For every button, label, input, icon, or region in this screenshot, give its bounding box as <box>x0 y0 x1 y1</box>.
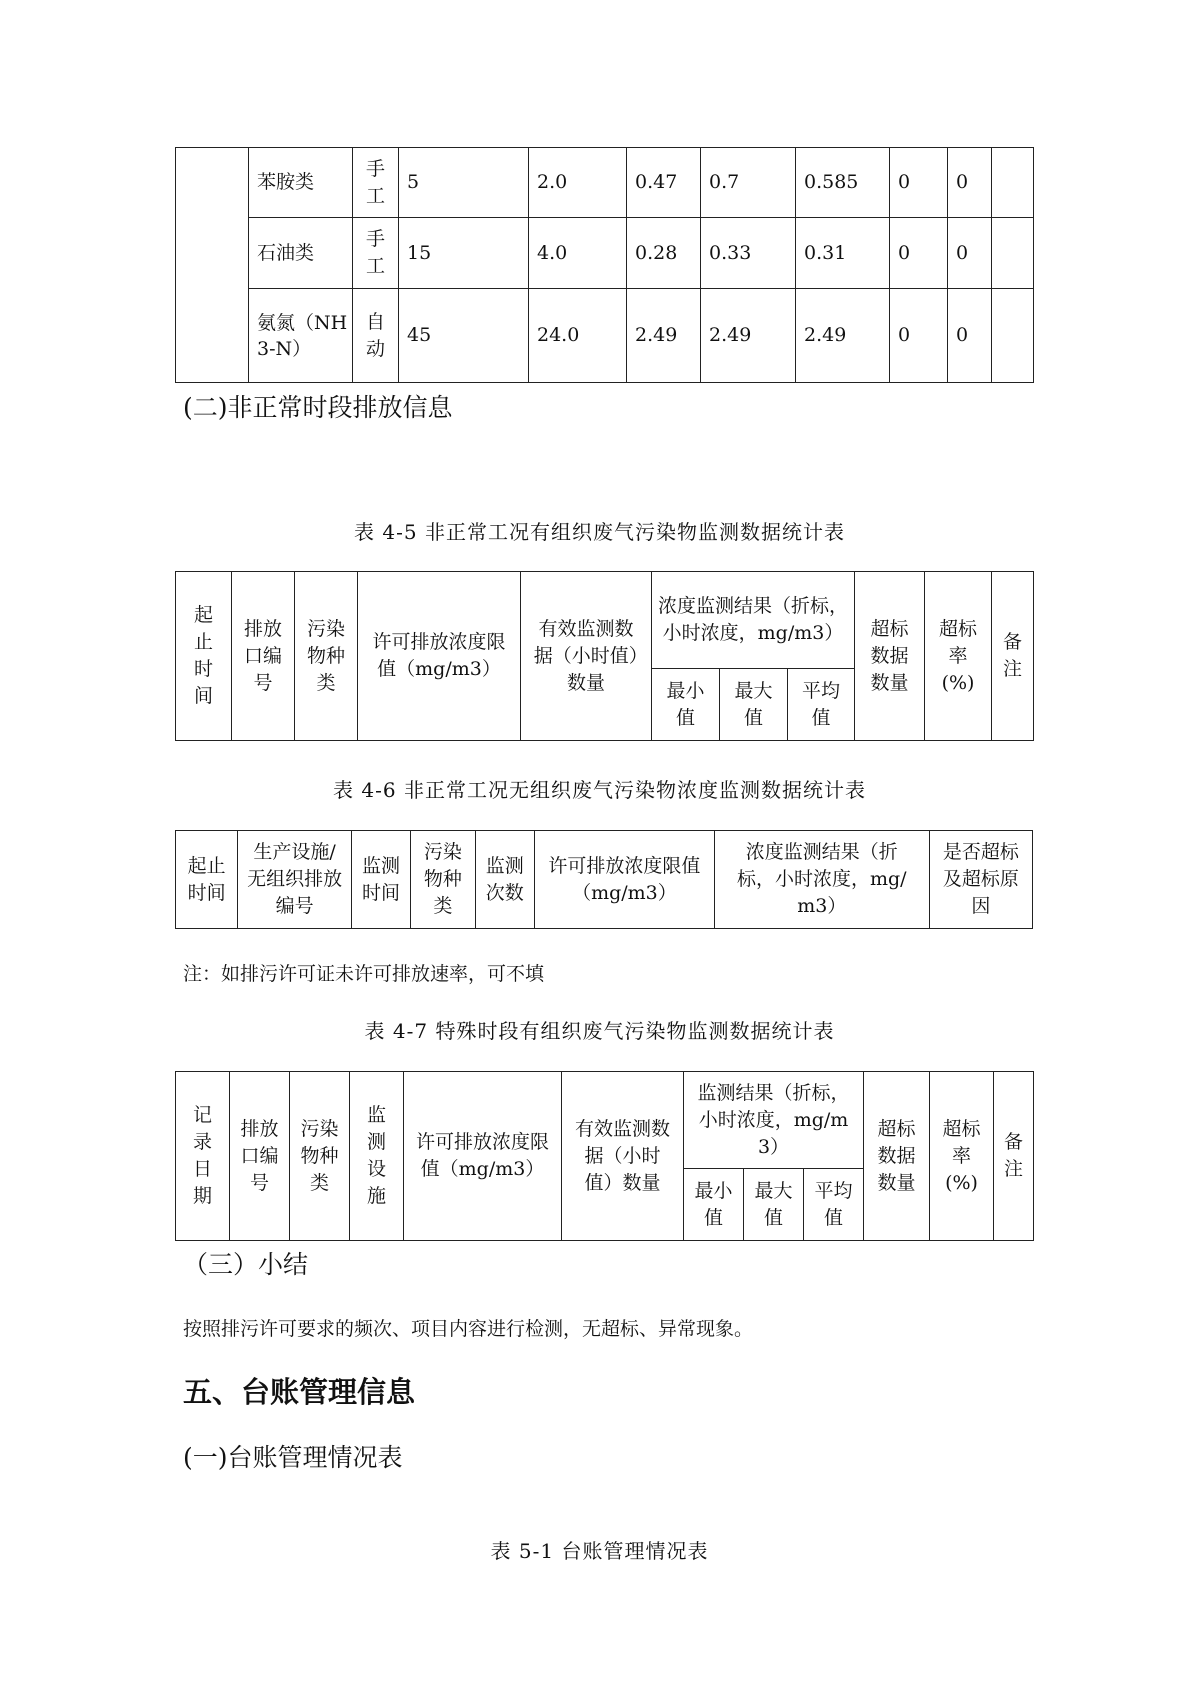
value-cell: 2.49 <box>701 289 796 383</box>
value-cell: 0 <box>948 218 992 289</box>
value-cell: 4.0 <box>529 218 627 289</box>
header-cell: 备注 <box>994 1072 1034 1241</box>
value-cell: 0.585 <box>796 148 890 218</box>
header-cell: 超标率(%) <box>925 572 992 741</box>
table-row <box>176 148 1034 218</box>
header-cell: 超标数据数量 <box>864 1072 930 1241</box>
table-caption: 表 4-7 特殊时段有组织废气污染物监测数据统计表 <box>364 1019 835 1043</box>
method-cell: 手工 <box>353 218 399 289</box>
value-cell: 0 <box>890 289 948 383</box>
table-caption: 表 5-1 台账管理情况表 <box>490 1539 709 1563</box>
method-cell: 手工 <box>353 148 399 218</box>
header-cell: 最小值 <box>684 1169 744 1241</box>
value-cell: 0 <box>948 289 992 383</box>
value-cell <box>992 218 1034 289</box>
monitoring-table-continued <box>175 147 1034 383</box>
table-note: 注：如排污许可证未许可排放速率，可不填 <box>183 963 545 985</box>
header-cell: 有效监测数据（小时值）数量 <box>521 572 652 741</box>
header-cell: 生产设施/无组织排放编号 <box>238 831 352 929</box>
header-cell: 排放口编号 <box>232 572 295 741</box>
header-cell: 污染物种类 <box>295 572 358 741</box>
value-cell: 2.0 <box>529 148 627 218</box>
header-cell: 记录日期 <box>176 1072 230 1241</box>
header-cell: 平均值 <box>804 1169 864 1241</box>
header-cell: 许可排放浓度限值（mg/m3） <box>534 831 714 929</box>
section-heading: （三）小结 <box>183 1250 309 1279</box>
section-heading: (一)台账管理情况表 <box>183 1443 403 1472</box>
table-caption: 表 4-6 非正常工况无组织废气污染物浓度监测数据统计表 <box>333 778 866 802</box>
header-cell: 许可排放浓度限值（mg/m3） <box>404 1072 562 1241</box>
header-cell: 监测设施 <box>350 1072 404 1241</box>
table-row <box>176 218 1034 289</box>
header-cell: 监测次数 <box>475 831 534 929</box>
table-caption: 表 4-5 非正常工况有组织废气污染物监测数据统计表 <box>354 520 845 544</box>
pollutant-name: 石油类 <box>249 218 353 289</box>
value-cell <box>992 148 1034 218</box>
table-row <box>176 289 1034 383</box>
value-cell <box>992 289 1034 383</box>
header-cell: 浓度监测结果（折标，小时浓度，mg/m3） <box>652 572 855 669</box>
table-4-7 <box>175 1071 1034 1241</box>
value-cell: 0 <box>890 218 948 289</box>
header-cell: 浓度监测结果（折标，小时浓度，mg/m3） <box>714 831 929 929</box>
summary-paragraph: 按照排污许可要求的频次、项目内容进行检测，无超标、异常现象。 <box>183 1318 754 1340</box>
section-heading: (二)非正常时段排放信息 <box>183 393 453 422</box>
value-cell: 0 <box>890 148 948 218</box>
method-cell: 自动 <box>353 289 399 383</box>
value-cell: 0 <box>948 148 992 218</box>
value-cell: 5 <box>399 148 529 218</box>
value-cell: 0.31 <box>796 218 890 289</box>
header-cell: 是否超标及超标原因 <box>929 831 1032 929</box>
value-cell: 45 <box>399 289 529 383</box>
header-cell: 有效监测数据（小时值）数量 <box>562 1072 684 1241</box>
value-cell: 24.0 <box>529 289 627 383</box>
table-4-6 <box>175 830 1033 929</box>
header-cell: 平均值 <box>788 669 855 741</box>
header-cell: 最小值 <box>652 669 720 741</box>
header-cell: 最大值 <box>744 1169 804 1241</box>
header-cell: 许可排放浓度限值（mg/m3） <box>358 572 521 741</box>
header-cell: 超标数据数量 <box>855 572 925 741</box>
value-cell: 15 <box>399 218 529 289</box>
value-cell: 0.28 <box>627 218 701 289</box>
merged-cell <box>176 148 249 383</box>
chapter-heading: 五、台账管理信息 <box>183 1375 416 1409</box>
value-cell: 0.33 <box>701 218 796 289</box>
header-cell: 最大值 <box>720 669 788 741</box>
table-4-5 <box>175 571 1034 741</box>
header-cell: 超标率(%) <box>930 1072 994 1241</box>
value-cell: 2.49 <box>627 289 701 383</box>
header-cell: 起止时间 <box>176 831 238 929</box>
value-cell: 0.7 <box>701 148 796 218</box>
pollutant-name: 氨氮（NH3-N） <box>249 289 353 383</box>
header-cell: 监测结果（折标，小时浓度，mg/m3） <box>684 1072 864 1169</box>
header-cell: 污染物种类 <box>290 1072 350 1241</box>
header-cell: 污染物种类 <box>411 831 475 929</box>
header-cell: 排放口编号 <box>230 1072 290 1241</box>
pollutant-name: 苯胺类 <box>249 148 353 218</box>
header-cell: 起止时间 <box>176 572 232 741</box>
header-cell: 备注 <box>992 572 1034 741</box>
value-cell: 0.47 <box>627 148 701 218</box>
header-cell: 监测时间 <box>351 831 410 929</box>
value-cell: 2.49 <box>796 289 890 383</box>
